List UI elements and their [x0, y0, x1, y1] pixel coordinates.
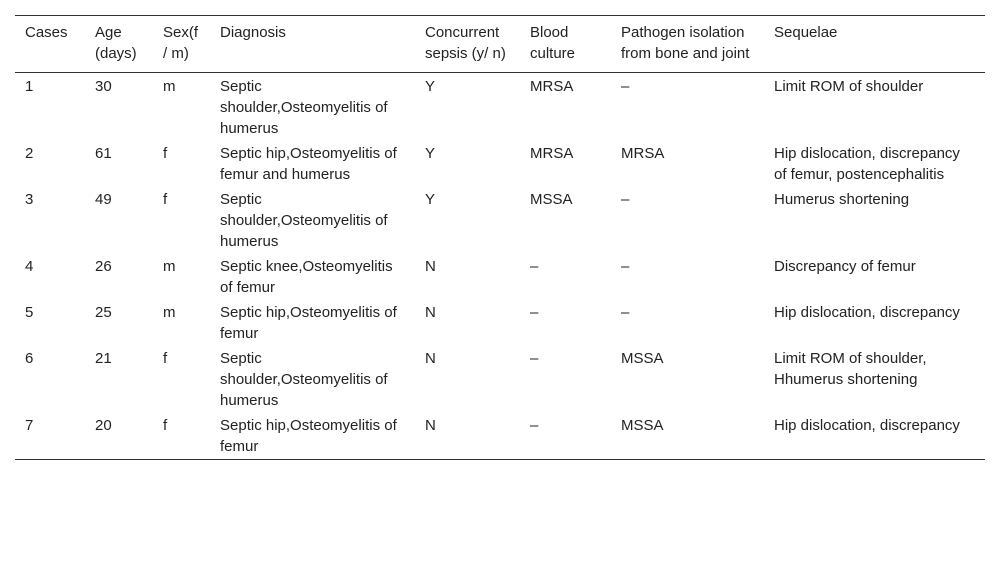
- header-concurrent-sepsis: Concurrent sepsis (y/ n): [425, 24, 506, 62]
- cases-table: [15, 15, 985, 460]
- cell-sequelae: Discrepancy of femur: [774, 258, 916, 275]
- cell-case: 3: [25, 191, 34, 208]
- table-row: [15, 187, 985, 254]
- cell-sepsis: N: [425, 350, 436, 367]
- cell-pathogen: –: [621, 191, 630, 208]
- cell-age: 21: [95, 350, 112, 367]
- cell-case: 6: [25, 350, 34, 367]
- cell-blood-culture: –: [530, 304, 539, 321]
- cell-case: 7: [25, 417, 34, 434]
- cell-age: 30: [95, 78, 112, 95]
- cell-sepsis: Y: [425, 191, 436, 208]
- cell-blood-culture: –: [530, 350, 539, 367]
- header-sequelae: Sequelae: [774, 24, 838, 41]
- cell-pathogen: –: [621, 258, 630, 275]
- cell-blood-culture: –: [530, 417, 539, 434]
- cell-sepsis: N: [425, 258, 436, 275]
- cell-diagnosis: Septic knee,Osteomyelitis of femur: [220, 258, 393, 296]
- table-row: [15, 346, 985, 413]
- header-sex: Sex(f / m): [163, 24, 199, 62]
- table-row: [15, 254, 985, 300]
- cell-sex: m: [163, 78, 176, 95]
- table-header: [15, 16, 985, 73]
- cell-sepsis: Y: [425, 145, 436, 162]
- table-row: [15, 141, 985, 187]
- cell-diagnosis: Septic shoulder,Osteomyelitis of humerus: [220, 78, 388, 137]
- cell-blood-culture: MRSA: [530, 78, 574, 95]
- cell-age: 25: [95, 304, 112, 321]
- cell-diagnosis: Septic hip,Osteomyelitis of femur: [220, 417, 397, 455]
- cell-sex: f: [163, 417, 168, 434]
- cell-pathogen: MSSA: [621, 350, 664, 367]
- cell-case: 4: [25, 258, 34, 275]
- cell-sex: f: [163, 191, 168, 208]
- cell-blood-culture: MSSA: [530, 191, 573, 208]
- header-diagnosis: Diagnosis: [220, 24, 286, 41]
- cell-age: 61: [95, 145, 112, 162]
- cell-sequelae: Humerus shortening: [774, 191, 910, 208]
- cell-blood-culture: –: [530, 258, 539, 275]
- cell-age: 20: [95, 417, 112, 434]
- header-row: [15, 16, 985, 73]
- table-row: [15, 73, 985, 142]
- cell-sepsis: N: [425, 417, 436, 434]
- cell-diagnosis: Septic hip,Osteomyelitis of femur: [220, 304, 397, 342]
- cell-diagnosis: Septic hip,Osteomyelitis of femur and humerus: [220, 145, 397, 183]
- cell-sepsis: N: [425, 304, 436, 321]
- table-row: [15, 300, 985, 346]
- cell-pathogen: MRSA: [621, 145, 665, 162]
- cell-diagnosis: Septic shoulder,Osteomyelitis of humerus: [220, 350, 388, 409]
- cell-age: 26: [95, 258, 112, 275]
- cell-pathogen: –: [621, 78, 630, 95]
- table-body: [15, 73, 985, 460]
- cell-age: 49: [95, 191, 112, 208]
- cell-sequelae: Hip dislocation, discrepancy: [774, 304, 960, 321]
- cell-diagnosis: Septic shoulder,Osteomyelitis of humerus: [220, 191, 388, 250]
- cell-pathogen: –: [621, 304, 630, 321]
- cell-sex: f: [163, 350, 168, 367]
- cases-table-container: [15, 15, 985, 460]
- header-cases: Cases: [25, 24, 68, 41]
- cell-case: 5: [25, 304, 34, 321]
- cell-sequelae: Hip dislocation, discrepancy of femur, postencephalitis: [774, 145, 960, 183]
- cell-case: 2: [25, 145, 34, 162]
- table-row: [15, 413, 985, 460]
- cell-sequelae: Limit ROM of shoulder: [774, 78, 924, 95]
- header-pathogen-isolation: Pathogen isolation from bone and joint: [621, 24, 750, 62]
- header-blood-culture: Blood culture: [530, 24, 576, 62]
- cell-sex: f: [163, 145, 168, 162]
- cell-sepsis: Y: [425, 78, 436, 95]
- cell-blood-culture: MRSA: [530, 145, 574, 162]
- cell-case: 1: [25, 78, 34, 95]
- header-age: Age (days): [95, 24, 137, 62]
- cell-sequelae: Limit ROM of shoulder, Hhumerus shortening: [774, 350, 927, 388]
- cell-sequelae: Hip dislocation, discrepancy: [774, 417, 960, 434]
- cell-sex: m: [163, 258, 176, 275]
- cell-pathogen: MSSA: [621, 417, 664, 434]
- cell-sex: m: [163, 304, 176, 321]
